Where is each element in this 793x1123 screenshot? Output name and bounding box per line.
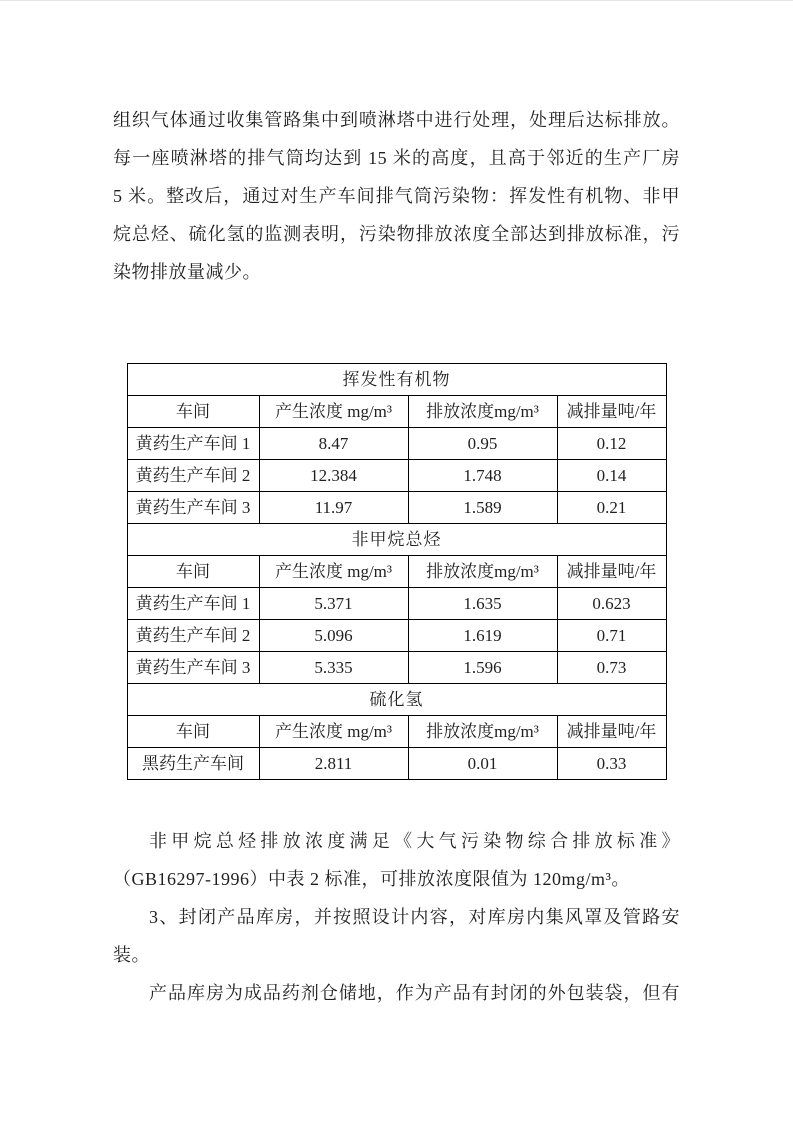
table-cell-reduction: 0.623	[557, 588, 666, 620]
table-col-header: 产生浓度 mg/m³	[259, 396, 408, 428]
table-cell-workshop: 黄药生产车间 1	[127, 428, 259, 460]
table-cell-reduction: 0.73	[557, 652, 666, 684]
table-row	[127, 460, 666, 492]
table-section-title: 硫化氢	[127, 684, 666, 716]
body-line: 产品库房为成品药剂仓储地，作为产品有封闭的外包装袋，但有	[149, 983, 680, 1003]
paragraph-nmhc-standard	[113, 822, 680, 898]
body-line: 染物排放量减少。	[113, 262, 261, 282]
table-cell-workshop: 黄药生产车间 1	[127, 588, 259, 620]
table-header-row	[127, 716, 666, 748]
table-section-row	[127, 684, 666, 716]
table-row	[127, 620, 666, 652]
table-cell-generated: 11.97	[259, 492, 408, 524]
table-cell-workshop: 黄药生产车间 3	[127, 492, 259, 524]
body-line: 5 米。整改后，通过对生产车间排气筒污染物：挥发性有机物、非甲	[113, 186, 680, 206]
table-col-header: 产生浓度 mg/m³	[259, 716, 408, 748]
table-header-row	[127, 556, 666, 588]
table-cell-generated: 8.47	[259, 428, 408, 460]
table-cell-emitted: 1.589	[408, 492, 557, 524]
table-row	[127, 492, 666, 524]
table-row	[127, 652, 666, 684]
table-cell-emitted: 1.635	[408, 588, 557, 620]
table-cell-emitted: 0.95	[408, 428, 557, 460]
paragraph-product-warehouse	[113, 974, 680, 1012]
table-cell-emitted: 1.619	[408, 620, 557, 652]
table-row	[127, 428, 666, 460]
table-row	[127, 748, 666, 780]
table-row	[127, 588, 666, 620]
table-cell-generated: 5.335	[259, 652, 408, 684]
body-line: 烷总烃、硫化氢的监测表明，污染物排放浓度全部达到排放标准，污	[113, 224, 680, 244]
table-section-title: 挥发性有机物	[127, 364, 666, 396]
table-section-title: 非甲烷总烃	[127, 524, 666, 556]
table-cell-reduction: 0.33	[557, 748, 666, 780]
table-cell-generated: 2.811	[259, 748, 408, 780]
table-cell-workshop: 黄药生产车间 2	[127, 460, 259, 492]
table-col-header: 减排量吨/年	[557, 396, 666, 428]
table-col-header: 减排量吨/年	[557, 716, 666, 748]
table-cell-generated: 5.371	[259, 588, 408, 620]
table-col-header: 车间	[127, 716, 259, 748]
table-cell-reduction: 0.21	[557, 492, 666, 524]
table-col-header: 排放浓度mg/m³	[408, 716, 557, 748]
body-line: 3、封闭产品库房，并按照设计内容，对库房内集风罩及管路安	[149, 907, 680, 927]
table-cell-workshop: 黄药生产车间 2	[127, 620, 259, 652]
table-cell-reduction: 0.14	[557, 460, 666, 492]
table-cell-workshop: 黄药生产车间 3	[127, 652, 259, 684]
table-section-row	[127, 524, 666, 556]
body-line: 装。	[113, 945, 150, 965]
paragraph-exhaust-treatment	[113, 101, 680, 291]
table-col-header: 车间	[127, 556, 259, 588]
emissions-table	[127, 363, 667, 780]
table-section-row	[127, 364, 666, 396]
body-line: 每一座喷淋塔的排气筒均达到 15 米的高度，且高于邻近的生产厂房	[113, 148, 680, 168]
table-cell-generated: 5.096	[259, 620, 408, 652]
table-cell-reduction: 0.12	[557, 428, 666, 460]
table-cell-workshop: 黑药生产车间	[127, 748, 259, 780]
page	[0, 1, 793, 1123]
table-col-header: 排放浓度mg/m³	[408, 396, 557, 428]
table-cell-emitted: 1.748	[408, 460, 557, 492]
body-line: （GB16297-1996）中表 2 标准，可排放浓度限值为 120mg/m³。	[113, 869, 630, 889]
table-col-header: 产生浓度 mg/m³	[259, 556, 408, 588]
table-header-row	[127, 396, 666, 428]
body-line: 非甲烷总烃排放浓度满足《大气污染物综合排放标准》	[149, 831, 680, 851]
table-col-header: 排放浓度mg/m³	[408, 556, 557, 588]
table-col-header: 车间	[127, 396, 259, 428]
body-line: 组织气体通过收集管路集中到喷淋塔中进行处理，处理后达标排放。	[113, 110, 680, 130]
paragraph-warehouse-enclosure	[113, 898, 680, 974]
table-cell-emitted: 0.01	[408, 748, 557, 780]
table-cell-reduction: 0.71	[557, 620, 666, 652]
table-cell-emitted: 1.596	[408, 652, 557, 684]
table-cell-generated: 12.384	[259, 460, 408, 492]
table-col-header: 减排量吨/年	[557, 556, 666, 588]
